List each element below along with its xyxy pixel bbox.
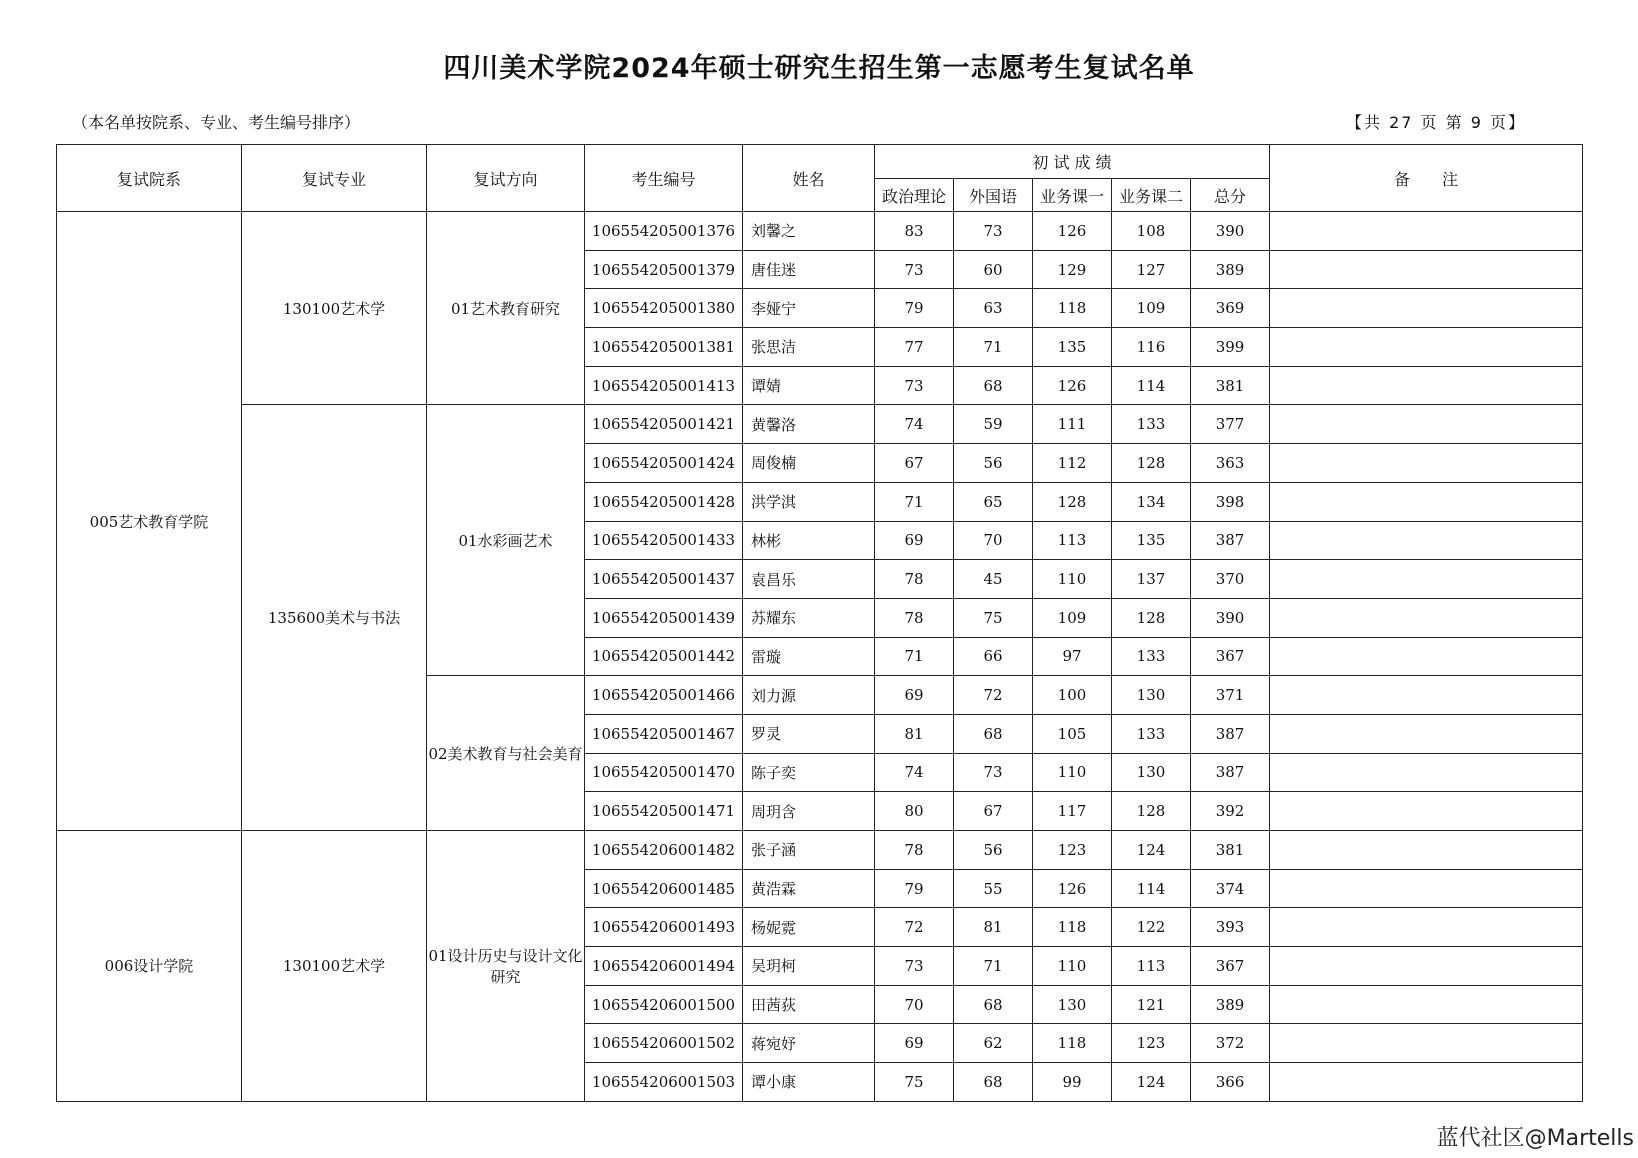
note-cell: [1270, 869, 1583, 908]
score-politics: 69: [875, 676, 954, 715]
score-course1: 112: [1033, 444, 1112, 483]
score-course2: 130: [1112, 676, 1191, 715]
candidate-name: 杨妮霓: [743, 908, 875, 947]
direction-cell: 01设计历史与设计文化研究: [427, 831, 585, 1102]
note-cell: [1270, 212, 1583, 251]
candidate-name: 黄馨洛: [743, 405, 875, 444]
candidate-id: 106554206001482: [585, 831, 743, 870]
direction-cell: 01水彩画艺术: [427, 405, 585, 676]
score-total: 370: [1191, 560, 1270, 599]
score-course2: 134: [1112, 482, 1191, 521]
direction-cell: 01艺术教育研究: [427, 212, 585, 405]
candidate-name: 雷璇: [743, 637, 875, 676]
candidate-name: 刘馨之: [743, 212, 875, 251]
candidate-id: 106554206001502: [585, 1024, 743, 1063]
candidate-id: 106554205001428: [585, 482, 743, 521]
header-foreign: 外国语: [954, 179, 1033, 212]
table-row: [57, 831, 1583, 870]
candidate-name: 蒋宛妤: [743, 1024, 875, 1063]
score-total: 372: [1191, 1024, 1270, 1063]
table-row: [57, 405, 1583, 444]
candidate-name: 林彬: [743, 521, 875, 560]
score-foreign: 56: [954, 831, 1033, 870]
candidate-id: 106554205001380: [585, 289, 743, 328]
note-cell: [1270, 521, 1583, 560]
candidate-id: 106554205001442: [585, 637, 743, 676]
score-total: 371: [1191, 676, 1270, 715]
page-title: 四川美术学院2024年硕士研究生招生第一志愿考生复试名单: [443, 53, 1195, 84]
score-politics: 73: [875, 250, 954, 289]
score-foreign: 68: [954, 366, 1033, 405]
note-cell: [1270, 366, 1583, 405]
header-scores-group: 初 试 成 绩: [875, 145, 1270, 179]
candidate-id: 106554205001424: [585, 444, 743, 483]
score-course2: 122: [1112, 908, 1191, 947]
score-course2: 121: [1112, 985, 1191, 1024]
score-course2: 128: [1112, 792, 1191, 831]
candidate-name: 洪学淇: [743, 482, 875, 521]
watermark: 蓝代社区@Martells: [1436, 1126, 1634, 1151]
score-course2: 137: [1112, 560, 1191, 599]
score-foreign: 63: [954, 289, 1033, 328]
score-course1: 126: [1033, 366, 1112, 405]
score-politics: 69: [875, 521, 954, 560]
sort-note: （本名单按院系、专业、考生编号排序）: [72, 113, 361, 132]
score-politics: 81: [875, 714, 954, 753]
score-total: 392: [1191, 792, 1270, 831]
score-course2: 108: [1112, 212, 1191, 251]
score-politics: 79: [875, 289, 954, 328]
score-politics: 80: [875, 792, 954, 831]
score-politics: 83: [875, 212, 954, 251]
score-total: 393: [1191, 908, 1270, 947]
score-course1: 100: [1033, 676, 1112, 715]
note-cell: [1270, 985, 1583, 1024]
note-cell: [1270, 714, 1583, 753]
score-total: 387: [1191, 714, 1270, 753]
candidate-name: 苏耀东: [743, 598, 875, 637]
score-politics: 75: [875, 1063, 954, 1102]
score-course1: 110: [1033, 560, 1112, 599]
score-total: 367: [1191, 947, 1270, 986]
score-foreign: 67: [954, 792, 1033, 831]
score-course1: 126: [1033, 212, 1112, 251]
score-total: 390: [1191, 598, 1270, 637]
candidate-id: 106554205001381: [585, 328, 743, 367]
score-course1: 118: [1033, 908, 1112, 947]
score-foreign: 59: [954, 405, 1033, 444]
candidate-id: 106554205001467: [585, 714, 743, 753]
score-course2: 133: [1112, 405, 1191, 444]
score-course2: 130: [1112, 753, 1191, 792]
score-foreign: 62: [954, 1024, 1033, 1063]
score-politics: 73: [875, 947, 954, 986]
dept-cell: 005艺术教育学院: [57, 212, 242, 831]
score-politics: 69: [875, 1024, 954, 1063]
score-total: 398: [1191, 482, 1270, 521]
header-course2: 业务课二: [1112, 179, 1191, 212]
score-politics: 71: [875, 482, 954, 521]
score-politics: 79: [875, 869, 954, 908]
score-course1: 130: [1033, 985, 1112, 1024]
header-name: 姓名: [743, 145, 875, 212]
score-course1: 97: [1033, 637, 1112, 676]
candidate-id: 106554205001439: [585, 598, 743, 637]
note-cell: [1270, 289, 1583, 328]
note-cell: [1270, 676, 1583, 715]
score-politics: 78: [875, 598, 954, 637]
header-major: 复试专业: [242, 145, 427, 212]
score-course2: 135: [1112, 521, 1191, 560]
score-politics: 67: [875, 444, 954, 483]
score-foreign: 71: [954, 947, 1033, 986]
score-course1: 99: [1033, 1063, 1112, 1102]
candidate-id: 106554205001471: [585, 792, 743, 831]
score-course2: 114: [1112, 869, 1191, 908]
note-cell: [1270, 637, 1583, 676]
score-course1: 117: [1033, 792, 1112, 831]
candidate-name: 黄浩霖: [743, 869, 875, 908]
note-cell: [1270, 908, 1583, 947]
candidate-id: 106554206001500: [585, 985, 743, 1024]
note-cell: [1270, 1024, 1583, 1063]
score-total: 366: [1191, 1063, 1270, 1102]
note-cell: [1270, 560, 1583, 599]
candidate-id: 106554205001470: [585, 753, 743, 792]
header-politics: 政治理论: [875, 179, 954, 212]
score-course2: 128: [1112, 598, 1191, 637]
score-foreign: 68: [954, 1063, 1033, 1102]
score-course2: 133: [1112, 637, 1191, 676]
candidate-name: 吴玥柯: [743, 947, 875, 986]
header-course1: 业务课一: [1033, 179, 1112, 212]
score-course1: 123: [1033, 831, 1112, 870]
score-foreign: 72: [954, 676, 1033, 715]
score-politics: 74: [875, 405, 954, 444]
score-course2: 109: [1112, 289, 1191, 328]
note-cell: [1270, 482, 1583, 521]
candidate-id: 106554206001494: [585, 947, 743, 986]
score-course1: 118: [1033, 289, 1112, 328]
score-politics: 72: [875, 908, 954, 947]
note-cell: [1270, 328, 1583, 367]
score-course1: 110: [1033, 753, 1112, 792]
major-cell: 130100艺术学: [242, 212, 427, 405]
score-foreign: 66: [954, 637, 1033, 676]
score-course2: 124: [1112, 831, 1191, 870]
candidate-name: 田茜荻: [743, 985, 875, 1024]
score-foreign: 68: [954, 985, 1033, 1024]
candidate-name: 张思洁: [743, 328, 875, 367]
note-cell: [1270, 444, 1583, 483]
candidate-name: 陈子奕: [743, 753, 875, 792]
page-info: 【共 27 页 第 9 页】: [1346, 113, 1526, 132]
candidate-id: 106554205001379: [585, 250, 743, 289]
score-course1: 118: [1033, 1024, 1112, 1063]
score-foreign: 71: [954, 328, 1033, 367]
note-cell: [1270, 792, 1583, 831]
candidate-id: 106554206001503: [585, 1063, 743, 1102]
score-foreign: 70: [954, 521, 1033, 560]
score-total: 377: [1191, 405, 1270, 444]
note-cell: [1270, 405, 1583, 444]
candidate-name: 刘力源: [743, 676, 875, 715]
score-total: 367: [1191, 637, 1270, 676]
candidate-name: 袁昌乐: [743, 560, 875, 599]
score-total: 369: [1191, 289, 1270, 328]
candidate-id: 106554205001437: [585, 560, 743, 599]
score-total: 390: [1191, 212, 1270, 251]
score-politics: 73: [875, 366, 954, 405]
note-cell: [1270, 250, 1583, 289]
score-course1: 110: [1033, 947, 1112, 986]
score-course2: 127: [1112, 250, 1191, 289]
score-total: 387: [1191, 521, 1270, 560]
candidate-name: 周俊楠: [743, 444, 875, 483]
score-course1: 135: [1033, 328, 1112, 367]
score-foreign: 55: [954, 869, 1033, 908]
score-foreign: 45: [954, 560, 1033, 599]
score-course2: 128: [1112, 444, 1191, 483]
score-total: 387: [1191, 753, 1270, 792]
candidate-id: 106554205001466: [585, 676, 743, 715]
score-course1: 128: [1033, 482, 1112, 521]
score-total: 374: [1191, 869, 1270, 908]
score-course2: 114: [1112, 366, 1191, 405]
note-cell: [1270, 831, 1583, 870]
score-foreign: 73: [954, 212, 1033, 251]
score-course1: 113: [1033, 521, 1112, 560]
score-total: 389: [1191, 985, 1270, 1024]
candidate-name: 李娅宁: [743, 289, 875, 328]
candidate-name: 唐佳迷: [743, 250, 875, 289]
score-politics: 78: [875, 560, 954, 599]
header-note: 备 注: [1270, 145, 1583, 212]
candidate-name: 谭小康: [743, 1063, 875, 1102]
score-course1: 109: [1033, 598, 1112, 637]
candidate-id: 106554205001421: [585, 405, 743, 444]
note-cell: [1270, 598, 1583, 637]
score-total: 381: [1191, 366, 1270, 405]
score-course2: 123: [1112, 1024, 1191, 1063]
candidate-id: 106554206001493: [585, 908, 743, 947]
score-foreign: 60: [954, 250, 1033, 289]
score-foreign: 56: [954, 444, 1033, 483]
score-politics: 71: [875, 637, 954, 676]
candidate-name: 罗灵: [743, 714, 875, 753]
candidate-name: 张子涵: [743, 831, 875, 870]
score-course2: 116: [1112, 328, 1191, 367]
dept-cell: 006设计学院: [57, 831, 242, 1102]
score-politics: 70: [875, 985, 954, 1024]
note-cell: [1270, 753, 1583, 792]
candidate-id: 106554205001433: [585, 521, 743, 560]
score-course1: 126: [1033, 869, 1112, 908]
score-politics: 77: [875, 328, 954, 367]
score-course2: 113: [1112, 947, 1191, 986]
score-course2: 133: [1112, 714, 1191, 753]
score-course2: 124: [1112, 1063, 1191, 1102]
score-total: 363: [1191, 444, 1270, 483]
score-total: 381: [1191, 831, 1270, 870]
candidate-table: [56, 144, 1583, 1102]
note-cell: [1270, 947, 1583, 986]
score-foreign: 68: [954, 714, 1033, 753]
note-cell: [1270, 1063, 1583, 1102]
header-direction: 复试方向: [427, 145, 585, 212]
candidate-name: 谭婧: [743, 366, 875, 405]
score-course1: 129: [1033, 250, 1112, 289]
score-foreign: 73: [954, 753, 1033, 792]
score-course1: 105: [1033, 714, 1112, 753]
score-politics: 78: [875, 831, 954, 870]
candidate-id: 106554205001413: [585, 366, 743, 405]
direction-cell: 02美术教育与社会美育: [427, 676, 585, 831]
candidate-id: 106554205001376: [585, 212, 743, 251]
header-id: 考生编号: [585, 145, 743, 212]
score-politics: 74: [875, 753, 954, 792]
candidate-name: 周玥含: [743, 792, 875, 831]
score-total: 389: [1191, 250, 1270, 289]
score-foreign: 75: [954, 598, 1033, 637]
major-cell: 130100艺术学: [242, 831, 427, 1102]
score-total: 399: [1191, 328, 1270, 367]
major-cell: 135600美术与书法: [242, 405, 427, 831]
score-course1: 111: [1033, 405, 1112, 444]
score-foreign: 65: [954, 482, 1033, 521]
header-total: 总分: [1191, 179, 1270, 212]
candidate-id: 106554206001485: [585, 869, 743, 908]
header-dept: 复试院系: [57, 145, 242, 212]
score-foreign: 81: [954, 908, 1033, 947]
table-row: [57, 212, 1583, 251]
